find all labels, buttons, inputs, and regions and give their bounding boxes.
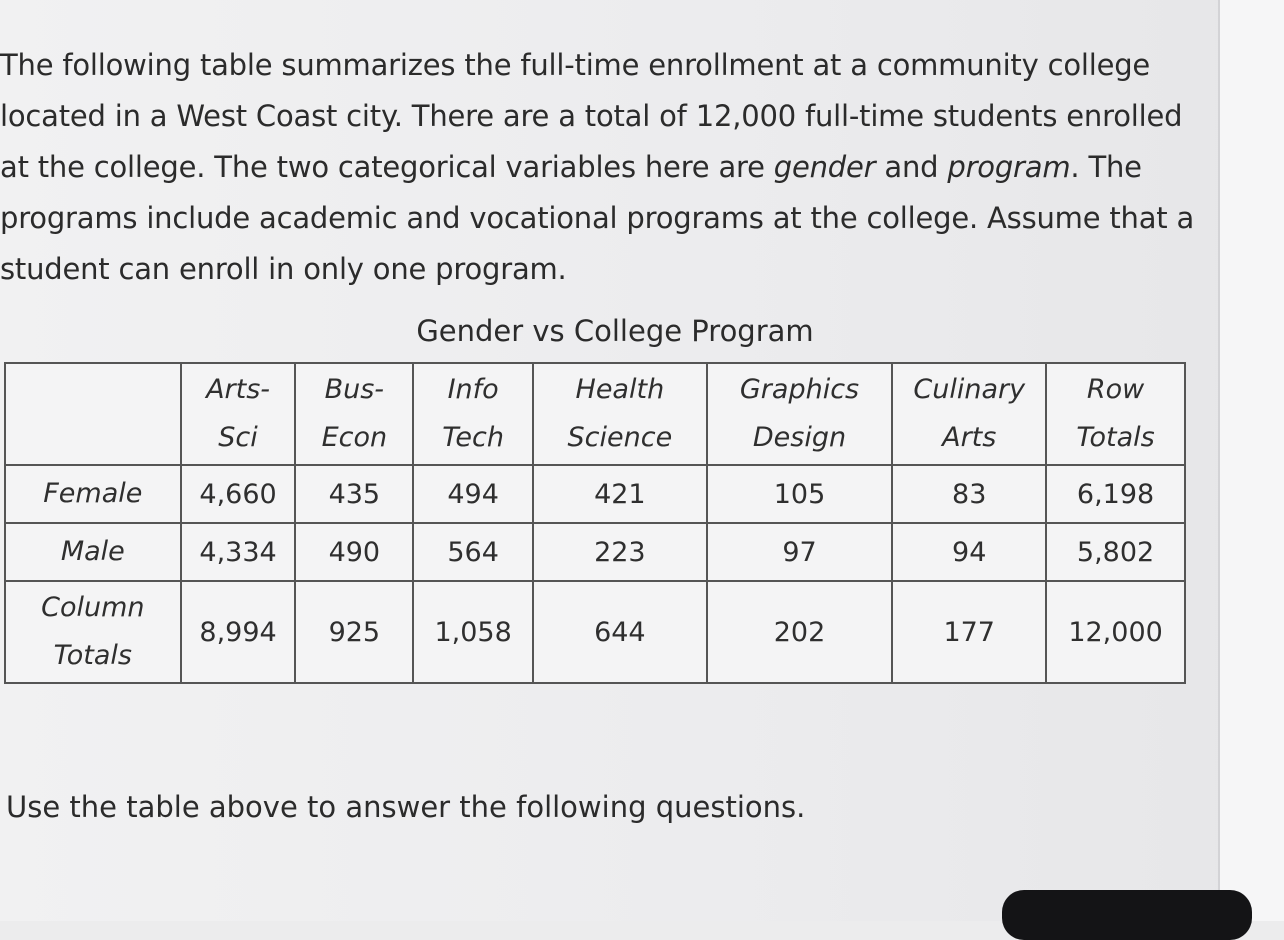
table-cell: 177 bbox=[892, 581, 1046, 683]
column-header: Health Science bbox=[533, 363, 707, 465]
table-cell: 490 bbox=[295, 523, 413, 581]
intro-text-1: The following table summarizes the full-time enrollment at a community college located in a West Coast city. There are a total of 12,000 full-time students enrolled at the college. The two categorical variables here are bbox=[0, 48, 1183, 184]
table-caption: Gender vs College Program bbox=[416, 314, 814, 348]
table-cell: 83 bbox=[892, 465, 1046, 523]
row-header: Column Totals bbox=[5, 581, 181, 683]
table-cell: 12,000 bbox=[1046, 581, 1185, 683]
table-cell: 925 bbox=[295, 581, 413, 683]
table-cell: 97 bbox=[707, 523, 893, 581]
table-cell: 4,334 bbox=[181, 523, 296, 581]
intro-text-2: and bbox=[875, 150, 948, 184]
table-cell: 564 bbox=[413, 523, 533, 581]
intro-text-3: . The programs include academic and vocational programs at the college. Assume that a student can enroll in only one program. bbox=[0, 150, 1195, 286]
table-cell: 494 bbox=[413, 465, 533, 523]
table-cell: 644 bbox=[533, 581, 707, 683]
row-header: Male bbox=[5, 523, 181, 581]
table-row bbox=[5, 465, 1185, 523]
table-cell: 4,660 bbox=[181, 465, 296, 523]
table-cell: 1,058 bbox=[413, 581, 533, 683]
enrollment-table bbox=[4, 362, 1186, 684]
table-cell: 94 bbox=[892, 523, 1046, 581]
column-header: Bus- Econ bbox=[295, 363, 413, 465]
table-header-row bbox=[5, 363, 1185, 465]
table-cell: 223 bbox=[533, 523, 707, 581]
column-header: Info Tech bbox=[413, 363, 533, 465]
intro-paragraph bbox=[0, 40, 1200, 295]
row-header: Female bbox=[5, 465, 181, 523]
table-cell: 435 bbox=[295, 465, 413, 523]
instruction-text: Use the table above to answer the following questions. bbox=[6, 790, 806, 824]
corner-cell bbox=[5, 363, 181, 465]
table-cell: 6,198 bbox=[1046, 465, 1185, 523]
column-header: Row Totals bbox=[1046, 363, 1185, 465]
table-row bbox=[5, 523, 1185, 581]
column-header: Graphics Design bbox=[707, 363, 893, 465]
right-side-panel bbox=[1220, 0, 1284, 921]
table-cell: 8,994 bbox=[181, 581, 296, 683]
action-button[interactable] bbox=[1002, 890, 1252, 940]
table-cell: 202 bbox=[707, 581, 893, 683]
table-cell: 421 bbox=[533, 465, 707, 523]
table-cell: 5,802 bbox=[1046, 523, 1185, 581]
table-cell: 105 bbox=[707, 465, 893, 523]
variable-gender: gender bbox=[773, 150, 876, 184]
variable-program: program bbox=[947, 150, 1071, 184]
table-row bbox=[5, 581, 1185, 683]
column-header: Arts- Sci bbox=[181, 363, 296, 465]
column-header: Culinary Arts bbox=[892, 363, 1046, 465]
